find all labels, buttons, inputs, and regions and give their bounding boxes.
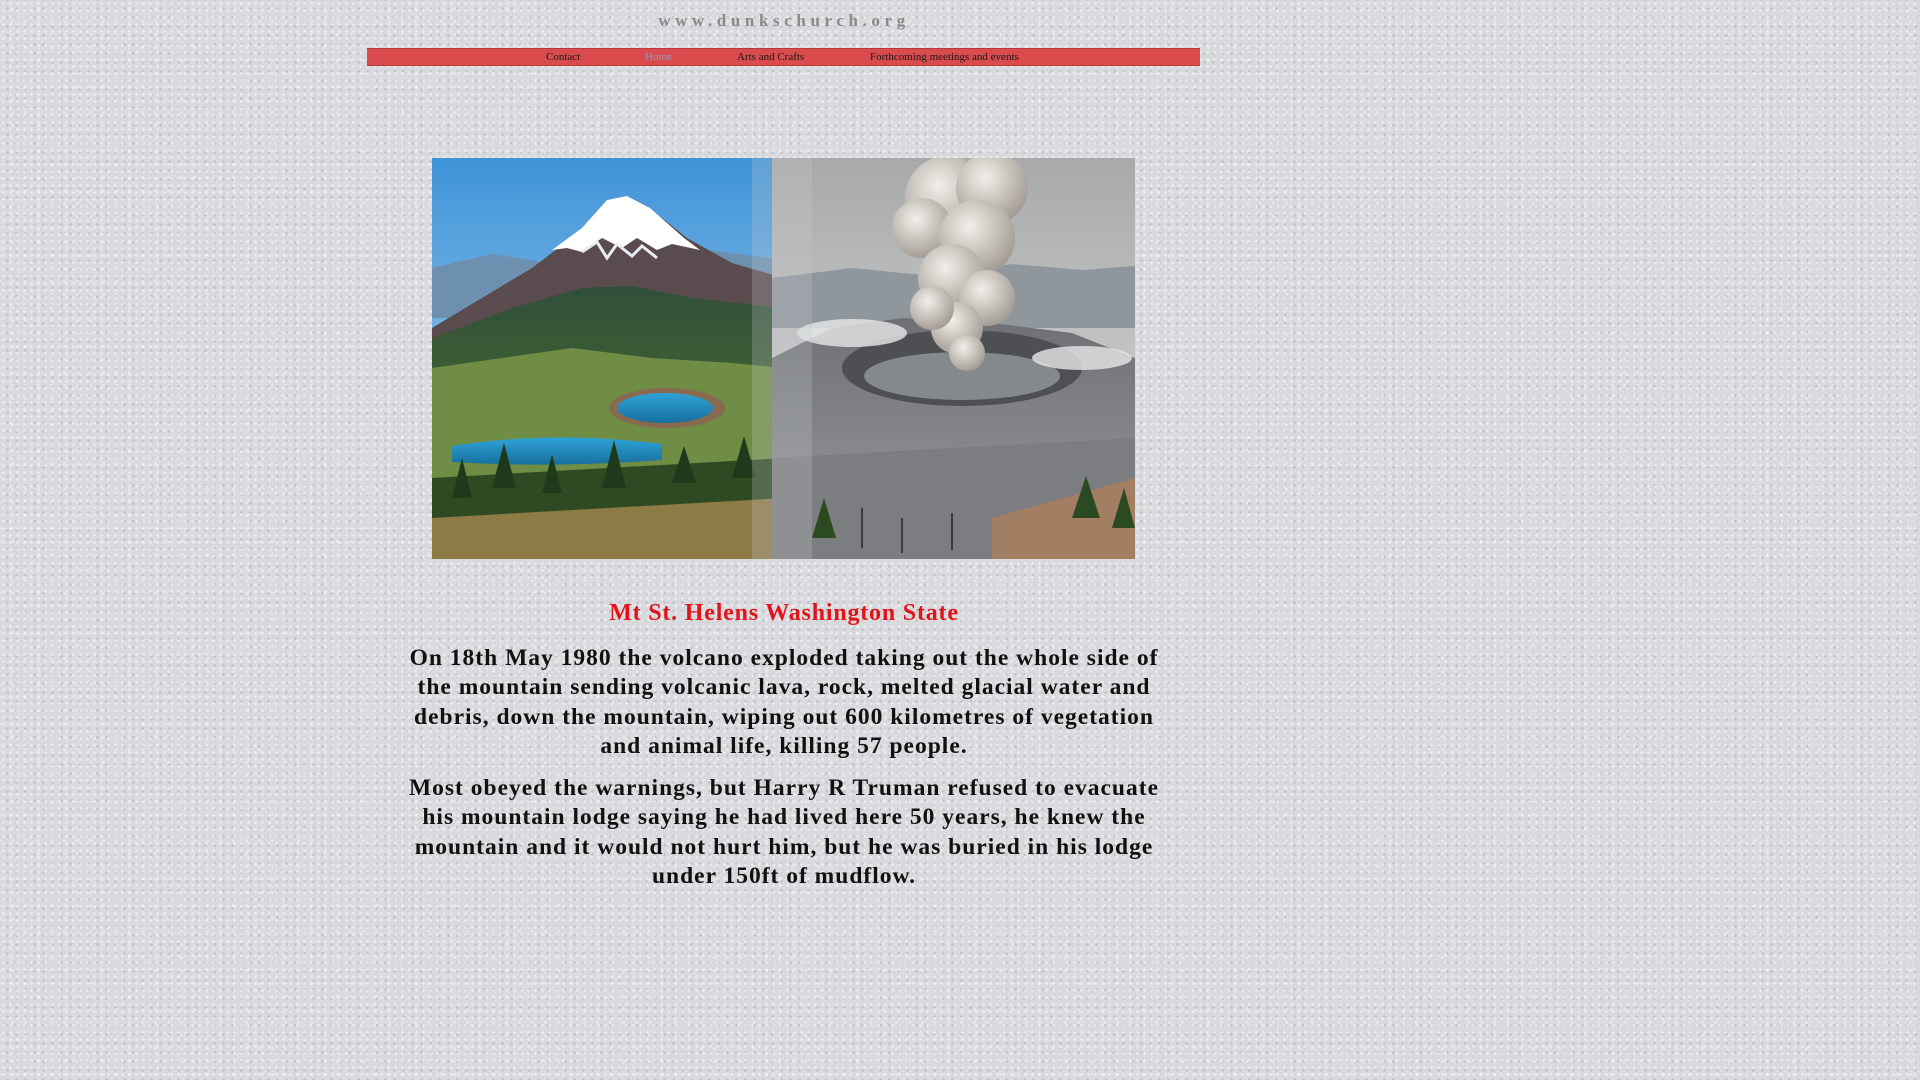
nav-link-home[interactable]: Home: [645, 51, 672, 63]
hero-image-mt-st-helens: [432, 158, 1135, 559]
body-paragraph-eruption: On 18th May 1980 the volcano exploded taking out the whole side of the mountain sending volcanic lava, rock, melted glacial water and debris, down the mountain, wiping out 600 kilometres of vegetation and animal life, killing 57 people.: [409, 645, 1159, 759]
nav-link-contact[interactable]: Contact: [546, 51, 581, 63]
page-heading: Mt St. Helens Washington State: [609, 600, 959, 626]
nav-link-arts-and-crafts[interactable]: Arts and Crafts: [737, 51, 805, 63]
body-paragraph-harry-truman: Most obeyed the warnings, but Harry R Truman refused to evacuate his mountain lodge saying he had lived here 50 years, he knew the mountain and it would not hurt him, but he was buried in his lodge under 150ft of mudflow.: [408, 775, 1160, 889]
site-url: www.dunkschurch.org: [658, 11, 910, 30]
nav-bar: [367, 48, 1200, 66]
nav-link-forthcoming-events[interactable]: Forthcoming meetings and events: [870, 51, 1019, 63]
